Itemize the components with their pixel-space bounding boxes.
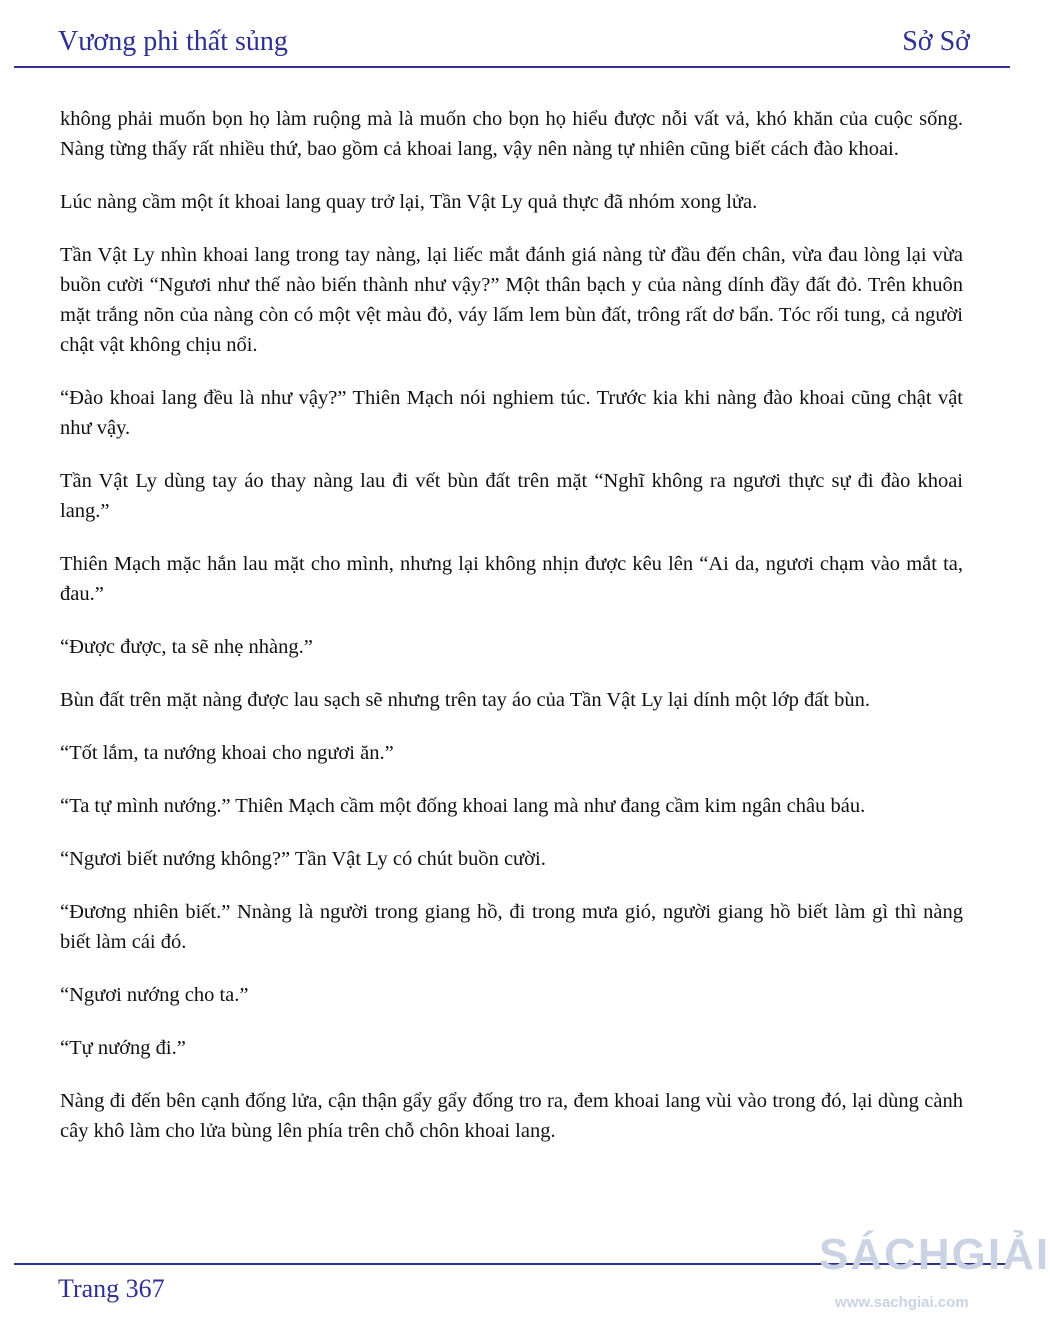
page-number: Trang 367 [58,1274,165,1303]
paragraph: “Đương nhiên biết.” Nnàng là người trong giang hồ, đi trong mưa gió, người giang hồ biết làm gì thì nàng biết làm cái đó. [60,901,963,953]
paragraph: “Ngươi biết nướng không?” Tần Vật Ly có chút buồn cười. [60,848,546,870]
page-body [60,104,963,1169]
paragraph: Tần Vật Ly dùng tay áo thay nàng lau đi vết bùn đất trên mặt “Nghĩ không ra ngươi thực sự đi đào khoai lang.” [60,470,963,522]
watermark-logo: SÁCHGIẢI [819,1230,1050,1279]
paragraph: “Tốt lắm, ta nướng khoai cho ngươi ăn.” [60,742,394,764]
paragraph: Lúc nàng cầm một ít khoai lang quay trở lại, Tần Vật Ly quả thực đã nhóm xong lửa. [60,191,758,213]
paragraph: không phải muốn bọn họ làm ruộng mà là muốn cho bọn họ hiểu được nỗi vất vả, khó khăn của cuộc sống. Nàng từng thấy rất nhiều thứ, bao gồm cả khoai lang, vậy nên nàng tự nhiên cũng biết cách đào khoai. [60,108,963,160]
book-author: Sở Sở [902,26,970,57]
paragraph: Nàng đi đến bên cạnh đống lửa, cận thận gẩy gẩy đống tro ra, đem khoai lang vùi vào trong đó, lại dùng cành cây khô làm cho lửa bùng lên phía trên chỗ chôn khoai lang. [60,1090,963,1142]
watermark [815,1226,1050,1321]
paragraph: “Đào khoai lang đều là như vậy?” Thiên Mạch nói nghiem túc. Trước kia khi nàng đào khoai cũng chật vật như vậy. [60,387,963,439]
paragraph: “Ta tự mình nướng.” Thiên Mạch cầm một đống khoai lang mà như đang cầm kim ngân châu báu. [60,795,866,817]
page-header [14,20,1010,68]
book-title: Vương phi thất sủng [58,26,288,57]
paragraph: Bùn đất trên mặt nàng được lau sạch sẽ nhưng trên tay áo của Tần Vật Ly lại dính một lớp đất bùn. [60,689,871,711]
paragraph: “Ngươi nướng cho ta.” [60,984,249,1006]
paragraph: “Tự nướng đi.” [60,1037,186,1059]
watermark-url: www.sachgiai.com [835,1294,969,1311]
paragraph: Thiên Mạch mặc hắn lau mặt cho mình, nhưng lại không nhịn được kêu lên “Ai da, ngươi chạm vào mắt ta, đau.” [60,553,963,605]
paragraph: “Được được, ta sẽ nhẹ nhàng.” [60,636,313,658]
paragraph: Tần Vật Ly nhìn khoai lang trong tay nàng, lại liếc mắt đánh giá nàng từ đầu đến chân, vừa đau lòng lại vừa buồn cười “Ngươi như thế nào biến thành như vậy?” Một thân bạch y của nàng dính đầy đất đỏ. Trên khuôn mặt trắng nõn của nàng còn có một vệt màu đỏ, váy lấm lem bùn đất, trông rất dơ bẩn. Tóc rối tung, cả người chật vật không chịu nổi. [60,244,963,356]
